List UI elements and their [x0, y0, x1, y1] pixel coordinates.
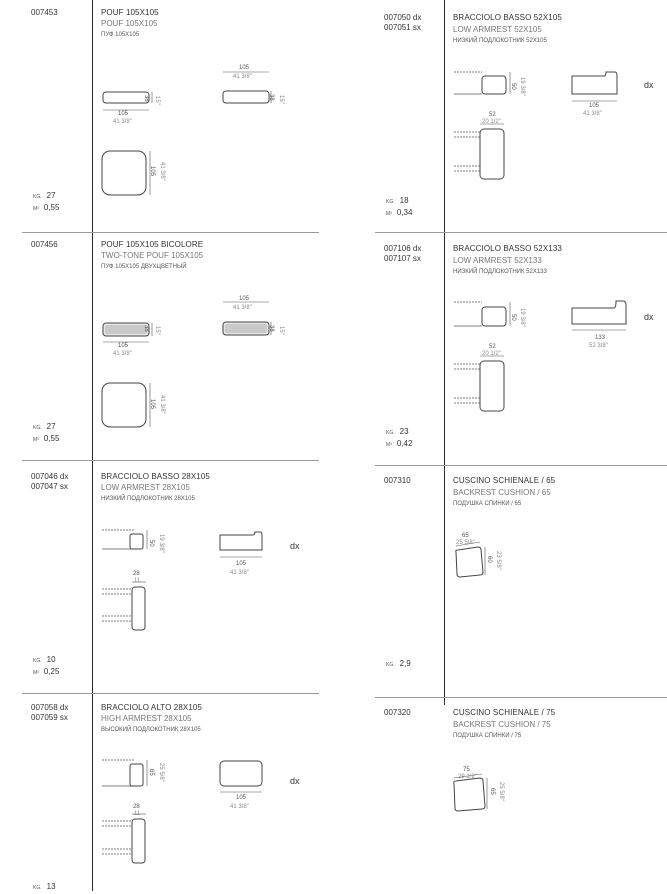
kg-label: KG. — [33, 885, 42, 891]
section-divider — [375, 232, 667, 233]
high-armrest-top-drawing — [100, 812, 160, 867]
dim-width-cm: 105 — [239, 296, 250, 302]
volume-value: 0,34 — [396, 208, 413, 217]
low-armrest-52-side-drawing — [452, 66, 517, 106]
dim-width-cm: 105 — [589, 103, 600, 109]
dim-depth-in: 41 3/8" — [159, 395, 165, 414]
dim-height-in: 25 5/8" — [498, 782, 504, 801]
low-armrest-52x133-top-drawing — [452, 354, 512, 414]
dim-depth-in: 20 1/2" — [482, 119, 501, 125]
dim-width-cm: 105 — [236, 561, 247, 567]
volume-value: 0,42 — [396, 439, 413, 448]
volume — [386, 207, 412, 220]
dim-depth-cm: 28 — [133, 804, 140, 810]
high-armrest-side-drawing — [100, 756, 160, 796]
dim-depth-cm: 52 — [489, 344, 496, 350]
volume-value: 0,55 — [43, 434, 60, 443]
m3-label: M³ — [33, 670, 39, 676]
product-subtitle-ru: ПУФ 105X105 — [101, 32, 140, 38]
dim-height-in: 25 5/8" — [158, 763, 164, 782]
dim-height-cm: 50 — [510, 83, 516, 90]
dim-width-in: 52 3/8" — [589, 343, 608, 349]
dim-height-in: 23 5/8" — [495, 551, 501, 570]
product-subtitle: LOW ARMREST 52X105 — [453, 25, 542, 34]
product-title: POUF 105X105 — [101, 8, 159, 17]
kg-label: KG. — [386, 430, 395, 436]
product-title: BRACCIOLO ALTO 28X105 — [101, 703, 202, 712]
weight-value: 18 — [399, 196, 409, 205]
weight-value: 27 — [46, 422, 56, 431]
product-subtitle-ru: ПУФ 105X105 ДВУХЦВЕТНЫЙ — [101, 264, 187, 270]
dim-height-cm: 38 — [143, 95, 149, 102]
product-title: POUF 105X105 BICOLORE — [101, 240, 204, 249]
dim-width-in: 41 3/8" — [233, 305, 252, 311]
dim-height-cm: 38 — [268, 325, 274, 332]
dim-width-in: 41 3/8" — [113, 119, 132, 125]
kg-label: KG. — [33, 425, 42, 431]
product-subtitle: TWO-TONE POUF 105X105 — [101, 251, 204, 260]
dim-depth-cm: 52 — [489, 112, 496, 118]
m3-label: M³ — [386, 442, 392, 448]
product-subtitle: HIGH ARMREST 28X105 — [101, 714, 192, 723]
dim-height-in: 19 3/8" — [519, 308, 525, 327]
volume-value: 0,55 — [43, 203, 60, 212]
dim-width-in: 25 5/8" — [456, 540, 475, 546]
product-code: 007106 dx 007107 sx — [384, 244, 422, 263]
m3-label: M³ — [33, 437, 39, 443]
section-divider — [22, 460, 319, 461]
volume-value: 0,25 — [43, 667, 60, 676]
dim-height-in: 19 3/8" — [158, 534, 164, 553]
product-subtitle: POUF 105X105 — [101, 19, 158, 28]
product-subtitle: BACKREST CUSHION / 75 — [453, 720, 551, 729]
dim-width-in: 41 3/8" — [230, 570, 249, 576]
volume — [33, 433, 59, 446]
product-code: 007046 dx 007047 sx — [31, 472, 69, 491]
weight-value: 13 — [46, 882, 56, 891]
dim-width-cm: 105 — [239, 65, 250, 71]
column-rule-left — [92, 0, 93, 891]
m3-label: M³ — [33, 206, 39, 212]
low-armrest-52x133-side-drawing — [452, 296, 517, 336]
weight — [386, 658, 411, 671]
product-code: 007456 — [31, 240, 58, 249]
product-code: 007453 — [31, 8, 58, 17]
dim-depth-cm: 28 — [133, 571, 140, 577]
volume — [33, 202, 59, 215]
low-armrest-52-top-drawing — [452, 122, 512, 182]
product-title: CUSCINO SCHIENALE / 75 — [453, 708, 556, 717]
dim-width-cm: 75 — [463, 767, 470, 773]
dim-width-cm: 105 — [118, 111, 129, 117]
dim-width-in: 41 3/8" — [113, 351, 132, 357]
section-divider — [22, 693, 319, 694]
kg-label: KG. — [386, 199, 395, 205]
dim-width-in: 29 1/2" — [458, 774, 477, 780]
product-title: BRACCIOLO BASSO 28X105 — [101, 472, 210, 481]
weight — [33, 881, 56, 894]
product-code: 007050 dx 007051 sx — [384, 13, 422, 32]
product-subtitle-ru: ПОДУШКА СПИНКИ / 75 — [453, 733, 522, 739]
product-subtitle-ru: ПОДУШКА СПИНКИ / 65 — [453, 501, 522, 507]
product-subtitle: LOW ARMREST 28X105 — [101, 483, 190, 492]
dim-height-in: 15" — [278, 326, 284, 335]
product-title: BRACCIOLO BASSO 52X133 — [453, 244, 562, 253]
low-armrest-52x133-front-drawing — [570, 296, 630, 336]
product-title: CUSCINO SCHIENALE / 65 — [453, 476, 556, 485]
dim-height-cm: 60 — [486, 556, 492, 563]
volume — [33, 666, 59, 679]
dim-height-in: 19 3/8" — [519, 77, 525, 96]
dim-height-cm: 38 — [268, 94, 274, 101]
dim-height-in: 15" — [154, 96, 160, 105]
side-label: dx — [290, 541, 300, 551]
dim-depth-in: 20 1/2" — [482, 351, 501, 357]
product-code: 007058 dx 007059 sx — [31, 703, 69, 722]
weight-value: 27 — [46, 191, 56, 200]
dim-height-cm: 50 — [510, 314, 516, 321]
dim-height-cm: 50 — [148, 540, 154, 547]
dim-depth-in: 41 3/8" — [159, 162, 165, 181]
column-rule-right — [444, 0, 445, 705]
product-subtitle: BACKREST CUSHION / 65 — [453, 488, 551, 497]
side-label: dx — [290, 776, 300, 786]
product-subtitle-ru: ВЫСОКИЙ ПОДЛОКОТНИК 28X105 — [101, 727, 201, 733]
dim-height-cm: 65 — [489, 788, 495, 795]
product-code: 007310 — [384, 476, 411, 485]
dim-width-in: 41 3/8" — [230, 804, 249, 810]
volume — [386, 438, 412, 451]
dim-width-cm: 105 — [236, 795, 247, 801]
product-subtitle: LOW ARMREST 52X133 — [453, 256, 542, 265]
low-armrest-top-drawing — [100, 580, 160, 635]
section-divider — [22, 232, 319, 233]
dim-width-cm: 133 — [595, 335, 606, 341]
low-armrest-front-drawing — [218, 526, 278, 571]
section-divider — [375, 697, 667, 698]
dim-height-cm: 65 — [148, 769, 154, 776]
dim-depth-in: 11 — [134, 578, 141, 584]
dim-height-cm: 38 — [143, 325, 149, 332]
dim-depth-in: 11 — [134, 811, 141, 817]
dim-depth-cm: 105 — [149, 166, 155, 177]
m3-label: M³ — [386, 211, 392, 217]
dim-width-cm: 105 — [118, 343, 129, 349]
section-divider — [375, 465, 667, 466]
dim-height-in: 15" — [278, 95, 284, 104]
dim-width-in: 41 3/8" — [583, 111, 602, 117]
dim-width-in: 41 3/8" — [233, 74, 252, 80]
product-subtitle-ru: НИЗКИЙ ПОДЛОКОТНИК 52X133 — [453, 269, 547, 275]
weight-value: 10 — [46, 655, 56, 664]
side-label: dx — [644, 80, 654, 90]
dim-width-cm: 65 — [462, 533, 469, 539]
product-subtitle-ru: НИЗКИЙ ПОДЛОКОТНИК 52X105 — [453, 38, 547, 44]
kg-label: KG. — [386, 662, 395, 668]
dim-height-in: 15" — [154, 326, 160, 335]
kg-label: KG. — [33, 194, 42, 200]
high-armrest-front-drawing — [218, 758, 278, 803]
product-title: BRACCIOLO BASSO 52X105 — [453, 13, 562, 22]
weight-value: 23 — [399, 427, 409, 436]
weight-value: 2,9 — [399, 659, 411, 668]
product-code: 007320 — [384, 708, 411, 717]
kg-label: KG. — [33, 658, 42, 664]
dim-depth-cm: 105 — [149, 399, 155, 410]
side-label: dx — [644, 312, 654, 322]
low-armrest-52-front-drawing — [570, 68, 630, 108]
product-subtitle-ru: НИЗКИЙ ПОДЛОКОТНИК 28X105 — [101, 496, 195, 502]
